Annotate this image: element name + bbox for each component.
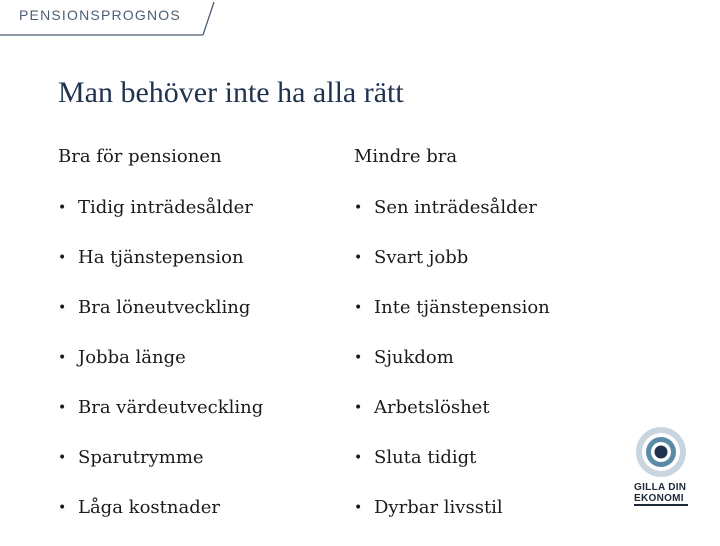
bullet-icon: • [354, 400, 363, 416]
bullet-icon: • [354, 250, 363, 266]
list-item: • Sparutrymme [58, 447, 204, 468]
header-label: PENSIONSPROGNOS [19, 7, 181, 23]
list-item: • Svart jobb [354, 247, 469, 268]
bullet-icon: • [58, 500, 67, 516]
bullet-icon: • [354, 350, 363, 366]
list-item: • Tidig inträdesålder [58, 197, 253, 218]
bullet-icon: • [58, 350, 67, 366]
logo-wordmark: GILLA DIN EKONOMI [634, 482, 687, 504]
left-bullet-list [58, 196, 263, 546]
right-bullet-list [354, 196, 550, 546]
list-item: • Sjukdom [354, 347, 454, 368]
logo-divider [634, 504, 688, 506]
page-title: Man behöver inte ha alla rätt [58, 76, 404, 109]
bullet-icon: • [58, 400, 67, 416]
list-item: • Bra löneutveckling [58, 297, 251, 318]
bullet-icon: • [58, 250, 67, 266]
left-column-heading: Bra för pensionen [58, 146, 222, 167]
bullet-icon: • [354, 200, 363, 216]
list-item: • Sen inträdesålder [354, 197, 537, 218]
bullet-icon: • [58, 200, 67, 216]
bullet-icon: • [354, 500, 363, 516]
list-item: • Jobba länge [58, 347, 186, 368]
bullet-icon: • [58, 300, 67, 316]
list-item: • Inte tjänstepension [354, 297, 550, 318]
list-item: • Sluta tidigt [354, 447, 477, 468]
bullet-icon: • [58, 450, 67, 466]
right-column-heading: Mindre bra [354, 146, 458, 167]
list-item: • Ha tjänstepension [58, 247, 244, 268]
list-item: • Bra värdeutveckling [58, 397, 264, 418]
list-item: • Låga kostnader [58, 497, 220, 518]
bullet-icon: • [354, 450, 363, 466]
list-item: • Arbetslöshet [354, 397, 490, 418]
list-item: • Dyrbar livsstil [354, 497, 503, 518]
bullet-icon: • [354, 300, 363, 316]
